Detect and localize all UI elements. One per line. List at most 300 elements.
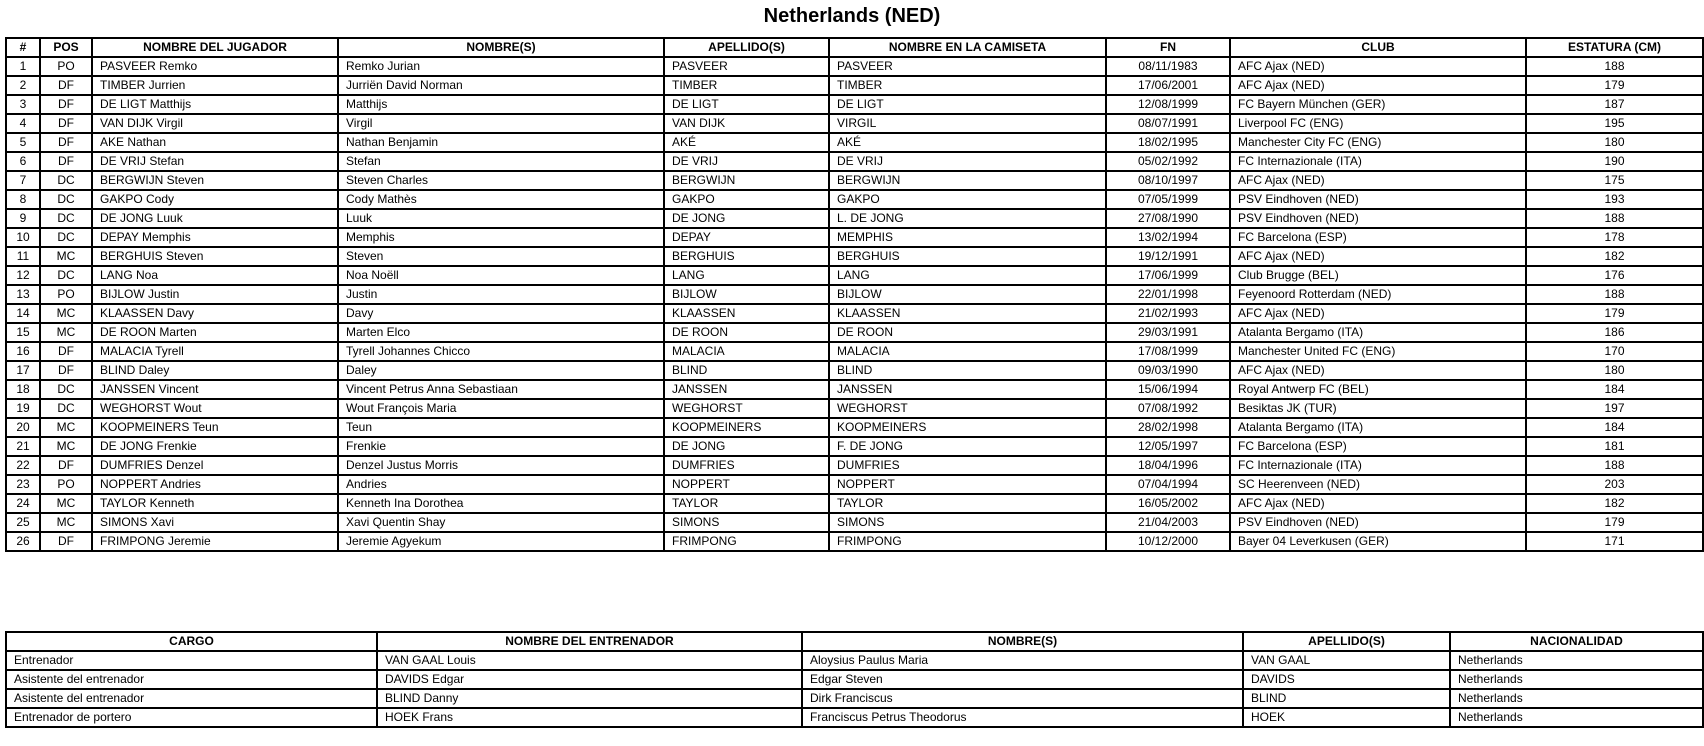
cell-surnames: PASVEER: [664, 57, 829, 76]
cell-given-names: Remko Jurian: [338, 57, 664, 76]
cell-surnames: BIJLOW: [664, 285, 829, 304]
cell-shirt-name: NOPPERT: [829, 475, 1106, 494]
cell-coach-name: VAN GAAL Louis: [377, 651, 802, 670]
cell-surnames: DE JONG: [664, 437, 829, 456]
cell-given-names: Matthijs: [338, 95, 664, 114]
cell-position: PO: [40, 57, 92, 76]
cell-given-names: Davy: [338, 304, 664, 323]
page-title: Netherlands (NED): [763, 5, 941, 27]
cell-number: 21: [6, 437, 40, 456]
cell-position: PO: [40, 285, 92, 304]
cell-height: 190: [1526, 152, 1703, 171]
cell-shirt-name: MALACIA: [829, 342, 1106, 361]
cell-number: 23: [6, 475, 40, 494]
cell-number: 15: [6, 323, 40, 342]
cell-club: AFC Ajax (NED): [1230, 247, 1526, 266]
cell-shirt-name: AKÉ: [829, 133, 1106, 152]
cell-club: AFC Ajax (NED): [1230, 304, 1526, 323]
cell-height: 184: [1526, 418, 1703, 437]
header-club: CLUB: [1230, 38, 1526, 57]
header-surnames: APELLIDO(S): [1243, 632, 1450, 651]
table-row: [6, 209, 1703, 228]
header-position: POS: [40, 38, 92, 57]
cell-club: FC Barcelona (ESP): [1230, 437, 1526, 456]
table-row: [6, 152, 1703, 171]
cell-shirt-name: DE LIGT: [829, 95, 1106, 114]
cell-player-name: BLIND Daley: [92, 361, 338, 380]
cell-given-names: Denzel Justus Morris: [338, 456, 664, 475]
table-row: [6, 266, 1703, 285]
cell-birth-date: 13/02/1994: [1106, 228, 1230, 247]
cell-height: 188: [1526, 285, 1703, 304]
header-birth-date: FN: [1106, 38, 1230, 57]
cell-player-name: DE VRIJ Stefan: [92, 152, 338, 171]
cell-shirt-name: TIMBER: [829, 76, 1106, 95]
cell-club: Feyenoord Rotterdam (NED): [1230, 285, 1526, 304]
cell-shirt-name: F. DE JONG: [829, 437, 1106, 456]
cell-shirt-name: PASVEER: [829, 57, 1106, 76]
cell-surnames: LANG: [664, 266, 829, 285]
cell-birth-date: 17/06/1999: [1106, 266, 1230, 285]
cell-height: 180: [1526, 133, 1703, 152]
table-row: [6, 494, 1703, 513]
cell-surnames: TAYLOR: [664, 494, 829, 513]
table-row: [6, 133, 1703, 152]
cell-height: 197: [1526, 399, 1703, 418]
cell-club: FC Barcelona (ESP): [1230, 228, 1526, 247]
table-row: [6, 285, 1703, 304]
header-height: ESTATURA (CM): [1526, 38, 1703, 57]
table-row: [6, 304, 1703, 323]
table-row: [6, 513, 1703, 532]
table-row: [6, 190, 1703, 209]
cell-player-name: KLAASSEN Davy: [92, 304, 338, 323]
cell-nationality: Netherlands: [1450, 670, 1703, 689]
cell-player-name: LANG Noa: [92, 266, 338, 285]
cell-position: DF: [40, 133, 92, 152]
cell-surnames: VAN DIJK: [664, 114, 829, 133]
cell-shirt-name: FRIMPONG: [829, 532, 1106, 551]
cell-player-name: KOOPMEINERS Teun: [92, 418, 338, 437]
cell-player-name: FRIMPONG Jeremie: [92, 532, 338, 551]
cell-role: Entrenador de portero: [6, 708, 377, 727]
cell-number: 14: [6, 304, 40, 323]
cell-given-names: Jeremie Agyekum: [338, 532, 664, 551]
header-nationality: NACIONALIDAD: [1450, 632, 1703, 651]
cell-shirt-name: TAYLOR: [829, 494, 1106, 513]
cell-club: Liverpool FC (ENG): [1230, 114, 1526, 133]
cell-club: FC Internazionale (ITA): [1230, 456, 1526, 475]
header-number: #: [6, 38, 40, 57]
cell-surnames: DE JONG: [664, 209, 829, 228]
cell-number: 12: [6, 266, 40, 285]
cell-club: Atalanta Bergamo (ITA): [1230, 323, 1526, 342]
table-row: [6, 380, 1703, 399]
cell-shirt-name: BERGWIJN: [829, 171, 1106, 190]
header-player-name: NOMBRE DEL JUGADOR: [92, 38, 338, 57]
cell-nationality: Netherlands: [1450, 689, 1703, 708]
cell-position: DC: [40, 380, 92, 399]
table-row: [6, 57, 1703, 76]
cell-given-names: Franciscus Petrus Theodorus: [802, 708, 1243, 727]
cell-given-names: Teun: [338, 418, 664, 437]
cell-height: 203: [1526, 475, 1703, 494]
table-row: [6, 171, 1703, 190]
table-row: [6, 247, 1703, 266]
cell-number: 13: [6, 285, 40, 304]
cell-position: MC: [40, 437, 92, 456]
cell-player-name: JANSSEN Vincent: [92, 380, 338, 399]
cell-club: Royal Antwerp FC (BEL): [1230, 380, 1526, 399]
cell-club: Bayer 04 Leverkusen (GER): [1230, 532, 1526, 551]
cell-number: 1: [6, 57, 40, 76]
header-coach-name: NOMBRE DEL ENTRENADOR: [377, 632, 802, 651]
cell-birth-date: 07/05/1999: [1106, 190, 1230, 209]
cell-birth-date: 12/08/1999: [1106, 95, 1230, 114]
table-row: [6, 532, 1703, 551]
table-row: [6, 361, 1703, 380]
cell-given-names: Virgil: [338, 114, 664, 133]
cell-club: AFC Ajax (NED): [1230, 171, 1526, 190]
cell-nationality: Netherlands: [1450, 651, 1703, 670]
cell-position: DF: [40, 361, 92, 380]
cell-player-name: NOPPERT Andries: [92, 475, 338, 494]
cell-position: DC: [40, 266, 92, 285]
cell-birth-date: 07/04/1994: [1106, 475, 1230, 494]
cell-position: DC: [40, 399, 92, 418]
cell-player-name: WEGHORST Wout: [92, 399, 338, 418]
cell-position: MC: [40, 304, 92, 323]
cell-club: PSV Eindhoven (NED): [1230, 190, 1526, 209]
cell-height: 188: [1526, 209, 1703, 228]
cell-position: DC: [40, 209, 92, 228]
cell-role: Entrenador: [6, 651, 377, 670]
cell-surnames: GAKPO: [664, 190, 829, 209]
header-shirt-name: NOMBRE EN LA CAMISETA: [829, 38, 1106, 57]
cell-surnames: KOOPMEINERS: [664, 418, 829, 437]
table-row: [6, 342, 1703, 361]
cell-birth-date: 08/11/1983: [1106, 57, 1230, 76]
cell-height: 182: [1526, 247, 1703, 266]
cell-club: AFC Ajax (NED): [1230, 57, 1526, 76]
cell-given-names: Marten Elco: [338, 323, 664, 342]
players-table: [5, 37, 1704, 552]
cell-coach-name: HOEK Frans: [377, 708, 802, 727]
cell-position: DF: [40, 152, 92, 171]
cell-role: Asistente del entrenador: [6, 670, 377, 689]
cell-surnames: DE ROON: [664, 323, 829, 342]
cell-height: 179: [1526, 513, 1703, 532]
cell-surnames: TIMBER: [664, 76, 829, 95]
cell-player-name: DE JONG Luuk: [92, 209, 338, 228]
cell-height: 186: [1526, 323, 1703, 342]
cell-height: 175: [1526, 171, 1703, 190]
cell-given-names: Tyrell Johannes Chicco: [338, 342, 664, 361]
cell-player-name: PASVEER Remko: [92, 57, 338, 76]
cell-club: SC Heerenveen (NED): [1230, 475, 1526, 494]
cell-given-names: Aloysius Paulus Maria: [802, 651, 1243, 670]
cell-given-names: Wout François Maria: [338, 399, 664, 418]
cell-birth-date: 27/08/1990: [1106, 209, 1230, 228]
cell-surnames: DUMFRIES: [664, 456, 829, 475]
cell-number: 26: [6, 532, 40, 551]
cell-number: 3: [6, 95, 40, 114]
table-row: [6, 670, 1703, 689]
table-row: [6, 689, 1703, 708]
cell-number: 8: [6, 190, 40, 209]
header-given-names: NOMBRE(S): [338, 38, 664, 57]
cell-position: MC: [40, 323, 92, 342]
table-row: [6, 399, 1703, 418]
cell-shirt-name: SIMONS: [829, 513, 1106, 532]
cell-shirt-name: DE ROON: [829, 323, 1106, 342]
cell-height: 180: [1526, 361, 1703, 380]
cell-shirt-name: MEMPHIS: [829, 228, 1106, 247]
cell-number: 11: [6, 247, 40, 266]
cell-given-names: Nathan Benjamin: [338, 133, 664, 152]
cell-surnames: FRIMPONG: [664, 532, 829, 551]
cell-position: MC: [40, 494, 92, 513]
cell-club: PSV Eindhoven (NED): [1230, 513, 1526, 532]
cell-birth-date: 15/06/1994: [1106, 380, 1230, 399]
cell-birth-date: 17/08/1999: [1106, 342, 1230, 361]
table-row: [6, 114, 1703, 133]
cell-height: 179: [1526, 76, 1703, 95]
cell-club: AFC Ajax (NED): [1230, 76, 1526, 95]
cell-surnames: DE LIGT: [664, 95, 829, 114]
cell-player-name: GAKPO Cody: [92, 190, 338, 209]
table-row: [6, 475, 1703, 494]
cell-height: 171: [1526, 532, 1703, 551]
table-row: [6, 418, 1703, 437]
cell-birth-date: 17/06/2001: [1106, 76, 1230, 95]
header-given-names: NOMBRE(S): [802, 632, 1243, 651]
cell-height: 176: [1526, 266, 1703, 285]
cell-given-names: Noa Noëll: [338, 266, 664, 285]
cell-given-names: Vincent Petrus Anna Sebastiaan: [338, 380, 664, 399]
cell-coach-name: DAVIDS Edgar: [377, 670, 802, 689]
cell-given-names: Frenkie: [338, 437, 664, 456]
cell-number: 16: [6, 342, 40, 361]
cell-player-name: DE LIGT Matthijs: [92, 95, 338, 114]
cell-surnames: SIMONS: [664, 513, 829, 532]
cell-shirt-name: VIRGIL: [829, 114, 1106, 133]
cell-club: Manchester City FC (ENG): [1230, 133, 1526, 152]
players-body: [6, 57, 1703, 551]
cell-coach-name: BLIND Danny: [377, 689, 802, 708]
cell-shirt-name: KLAASSEN: [829, 304, 1106, 323]
cell-birth-date: 12/05/1997: [1106, 437, 1230, 456]
table-row: [6, 708, 1703, 727]
cell-player-name: BERGHUIS Steven: [92, 247, 338, 266]
cell-number: 7: [6, 171, 40, 190]
cell-club: Besiktas JK (TUR): [1230, 399, 1526, 418]
cell-birth-date: 10/12/2000: [1106, 532, 1230, 551]
cell-player-name: VAN DIJK Virgil: [92, 114, 338, 133]
header-surnames: APELLIDO(S): [664, 38, 829, 57]
cell-number: 4: [6, 114, 40, 133]
cell-surnames: BERGWIJN: [664, 171, 829, 190]
cell-birth-date: 18/02/1995: [1106, 133, 1230, 152]
cell-birth-date: 18/04/1996: [1106, 456, 1230, 475]
cell-height: 184: [1526, 380, 1703, 399]
cell-player-name: BERGWIJN Steven: [92, 171, 338, 190]
cell-club: PSV Eindhoven (NED): [1230, 209, 1526, 228]
cell-height: 188: [1526, 57, 1703, 76]
cell-club: FC Bayern München (GER): [1230, 95, 1526, 114]
cell-surnames: MALACIA: [664, 342, 829, 361]
cell-shirt-name: GAKPO: [829, 190, 1106, 209]
cell-number: 6: [6, 152, 40, 171]
cell-club: Manchester United FC (ENG): [1230, 342, 1526, 361]
cell-shirt-name: BERGHUIS: [829, 247, 1106, 266]
table-row: [6, 228, 1703, 247]
cell-player-name: DEPAY Memphis: [92, 228, 338, 247]
cell-player-name: DE ROON Marten: [92, 323, 338, 342]
cell-height: 195: [1526, 114, 1703, 133]
cell-position: DF: [40, 532, 92, 551]
cell-surnames: NOPPERT: [664, 475, 829, 494]
staff-body: [6, 651, 1703, 727]
cell-number: 5: [6, 133, 40, 152]
cell-given-names: Steven Charles: [338, 171, 664, 190]
cell-player-name: TAYLOR Kenneth: [92, 494, 338, 513]
cell-player-name: DE JONG Frenkie: [92, 437, 338, 456]
cell-number: 2: [6, 76, 40, 95]
cell-given-names: Luuk: [338, 209, 664, 228]
cell-given-names: Xavi Quentin Shay: [338, 513, 664, 532]
cell-birth-date: 08/10/1997: [1106, 171, 1230, 190]
staff-table: [5, 631, 1704, 728]
cell-height: 188: [1526, 456, 1703, 475]
cell-height: 181: [1526, 437, 1703, 456]
cell-height: 170: [1526, 342, 1703, 361]
cell-surnames: KLAASSEN: [664, 304, 829, 323]
cell-player-name: SIMONS Xavi: [92, 513, 338, 532]
cell-birth-date: 07/08/1992: [1106, 399, 1230, 418]
cell-surnames: WEGHORST: [664, 399, 829, 418]
cell-player-name: MALACIA Tyrell: [92, 342, 338, 361]
cell-shirt-name: LANG: [829, 266, 1106, 285]
cell-given-names: Justin: [338, 285, 664, 304]
cell-height: 179: [1526, 304, 1703, 323]
cell-number: 20: [6, 418, 40, 437]
cell-shirt-name: BLIND: [829, 361, 1106, 380]
cell-surnames: DEPAY: [664, 228, 829, 247]
cell-given-names: Andries: [338, 475, 664, 494]
cell-role: Asistente del entrenador: [6, 689, 377, 708]
cell-position: DC: [40, 228, 92, 247]
cell-position: DC: [40, 190, 92, 209]
cell-shirt-name: WEGHORST: [829, 399, 1106, 418]
cell-player-name: BIJLOW Justin: [92, 285, 338, 304]
cell-given-names: Kenneth Ina Dorothea: [338, 494, 664, 513]
cell-position: MC: [40, 418, 92, 437]
cell-birth-date: 28/02/1998: [1106, 418, 1230, 437]
table-row: [6, 651, 1703, 670]
cell-birth-date: 21/04/2003: [1106, 513, 1230, 532]
cell-club: FC Internazionale (ITA): [1230, 152, 1526, 171]
cell-surnames: VAN GAAL: [1243, 651, 1450, 670]
cell-shirt-name: DE VRIJ: [829, 152, 1106, 171]
cell-height: 193: [1526, 190, 1703, 209]
table-row: [6, 323, 1703, 342]
cell-number: 24: [6, 494, 40, 513]
cell-number: 17: [6, 361, 40, 380]
cell-position: DF: [40, 114, 92, 133]
cell-given-names: Jurriën David Norman: [338, 76, 664, 95]
cell-position: MC: [40, 513, 92, 532]
cell-surnames: JANSSEN: [664, 380, 829, 399]
cell-position: MC: [40, 247, 92, 266]
cell-birth-date: 21/02/1993: [1106, 304, 1230, 323]
cell-birth-date: 29/03/1991: [1106, 323, 1230, 342]
table-row: [6, 76, 1703, 95]
cell-shirt-name: DUMFRIES: [829, 456, 1106, 475]
cell-number: 19: [6, 399, 40, 418]
cell-position: DF: [40, 76, 92, 95]
cell-surnames: AKÉ: [664, 133, 829, 152]
cell-given-names: Steven: [338, 247, 664, 266]
cell-position: DF: [40, 342, 92, 361]
cell-club: Atalanta Bergamo (ITA): [1230, 418, 1526, 437]
cell-surnames: HOEK: [1243, 708, 1450, 727]
cell-shirt-name: L. DE JONG: [829, 209, 1106, 228]
cell-birth-date: 22/01/1998: [1106, 285, 1230, 304]
cell-birth-date: 08/07/1991: [1106, 114, 1230, 133]
cell-birth-date: 09/03/1990: [1106, 361, 1230, 380]
cell-number: 18: [6, 380, 40, 399]
cell-surnames: BERGHUIS: [664, 247, 829, 266]
cell-height: 178: [1526, 228, 1703, 247]
cell-given-names: Stefan: [338, 152, 664, 171]
cell-height: 182: [1526, 494, 1703, 513]
cell-height: 187: [1526, 95, 1703, 114]
table-row: [6, 456, 1703, 475]
cell-given-names: Edgar Steven: [802, 670, 1243, 689]
cell-birth-date: 16/05/2002: [1106, 494, 1230, 513]
cell-shirt-name: JANSSEN: [829, 380, 1106, 399]
cell-position: PO: [40, 475, 92, 494]
cell-club: AFC Ajax (NED): [1230, 361, 1526, 380]
staff-header-row: [6, 632, 1703, 651]
cell-given-names: Memphis: [338, 228, 664, 247]
cell-number: 10: [6, 228, 40, 247]
cell-position: DF: [40, 456, 92, 475]
players-header-row: [6, 38, 1703, 57]
cell-surnames: DAVIDS: [1243, 670, 1450, 689]
table-row: [6, 95, 1703, 114]
cell-birth-date: 05/02/1992: [1106, 152, 1230, 171]
cell-player-name: AKE Nathan: [92, 133, 338, 152]
cell-position: DF: [40, 95, 92, 114]
cell-surnames: BLIND: [1243, 689, 1450, 708]
cell-position: DC: [40, 171, 92, 190]
cell-surnames: BLIND: [664, 361, 829, 380]
cell-number: 22: [6, 456, 40, 475]
cell-player-name: DUMFRIES Denzel: [92, 456, 338, 475]
cell-surnames: DE VRIJ: [664, 152, 829, 171]
table-row: [6, 437, 1703, 456]
cell-given-names: Dirk Franciscus: [802, 689, 1243, 708]
cell-club: AFC Ajax (NED): [1230, 494, 1526, 513]
header-role: CARGO: [6, 632, 377, 651]
cell-birth-date: 19/12/1991: [1106, 247, 1230, 266]
cell-nationality: Netherlands: [1450, 708, 1703, 727]
cell-club: Club Brugge (BEL): [1230, 266, 1526, 285]
cell-shirt-name: BIJLOW: [829, 285, 1106, 304]
cell-number: 25: [6, 513, 40, 532]
